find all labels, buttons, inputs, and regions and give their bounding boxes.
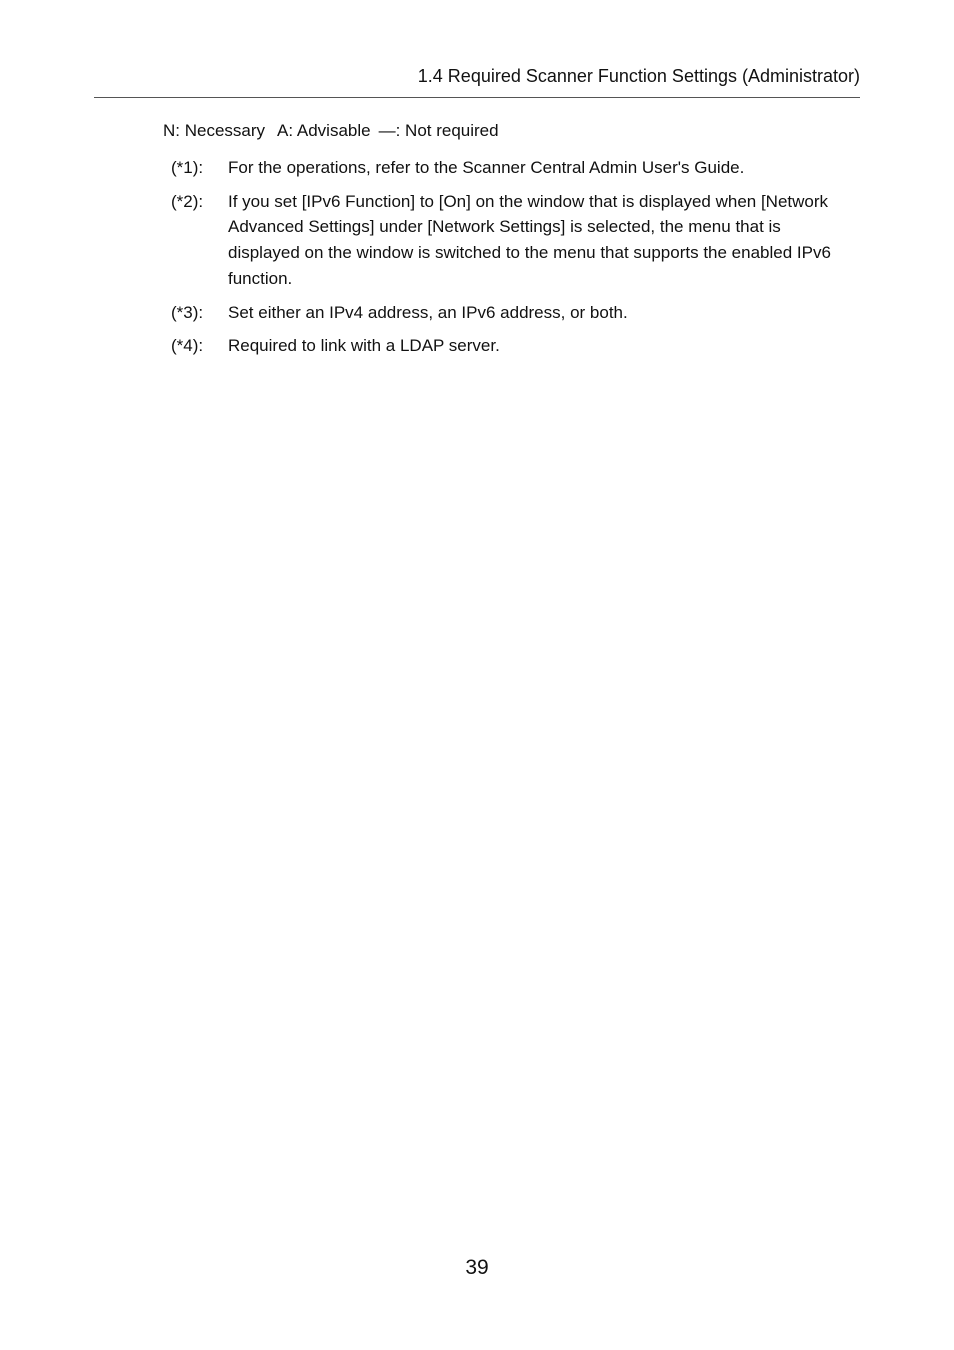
footnote-marker: (*3): (171, 302, 204, 322)
footnote-marker: (*4): (171, 336, 204, 356)
page-number: 39 (465, 1256, 489, 1279)
footnote-2 (163, 189, 843, 292)
footnote-marker: (*2): (171, 191, 204, 211)
footnote-text: For the operations, refer to the Scanner Central Admin User's Guide. (228, 158, 745, 177)
footnote-marker: (*1): (171, 158, 204, 177)
legend-advisable: A: Advisable (277, 121, 371, 140)
legend (163, 120, 499, 142)
footnote-4 (163, 333, 843, 359)
header-divider (94, 97, 860, 98)
footnotes (163, 155, 843, 367)
footnote-text: Required to link with a LDAP server. (228, 336, 500, 356)
footnote-text: If you set [IPv6 Function] to [On] on the window that is displayed when [Network Advanced Settings] under [Network Settings] is selected, the menu that is displayed on the window is switched to the menu that supports the enabled IPv6 function. (228, 191, 831, 288)
footnote-1 (163, 155, 843, 181)
footnote-text: Set either an IPv4 address, an IPv6 address, or both. (228, 302, 628, 322)
page-header: 1.4 Required Scanner Function Settings (Administrator) (417, 66, 860, 86)
legend-not-required: —: Not required (378, 121, 499, 140)
legend-necessary: N: Necessary (163, 121, 266, 140)
footnote-3 (163, 300, 843, 326)
